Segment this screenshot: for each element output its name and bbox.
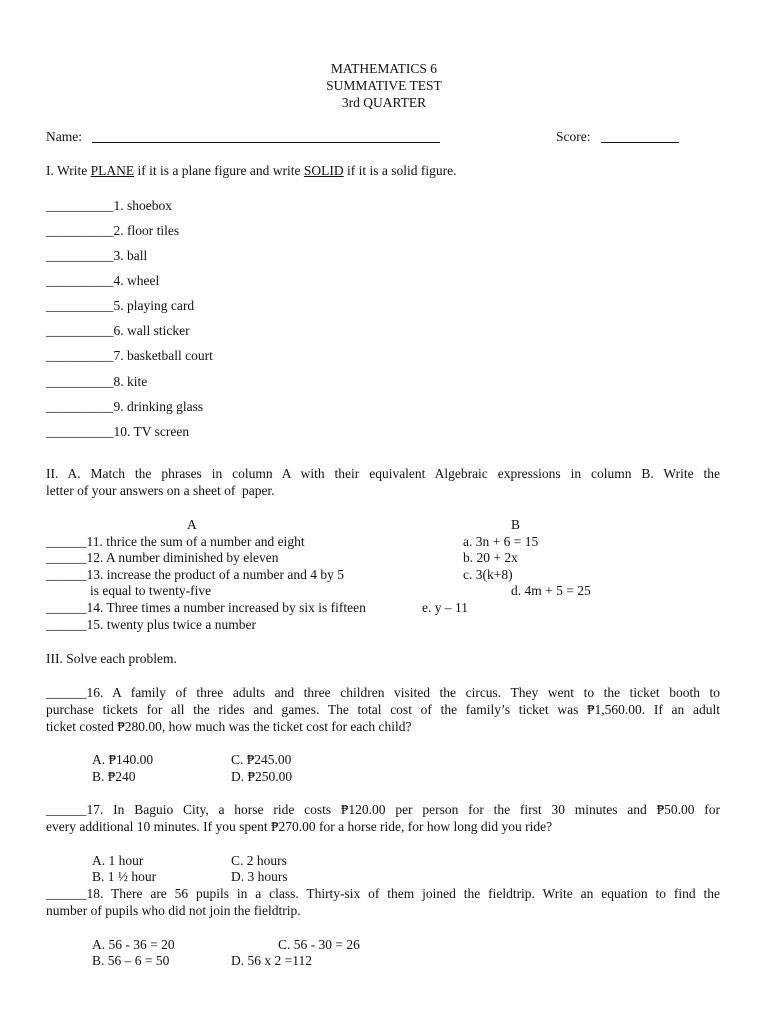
answer-blank[interactable]: __________ (46, 348, 114, 363)
name-label: Name: (46, 129, 82, 144)
part2-instructions-line2: letter of your answers on a sheet of paper. (46, 483, 275, 498)
answer-blank[interactable]: ______ (46, 600, 87, 615)
q18-choice-c: C. 56 - 30 = 26 (278, 937, 360, 952)
answer-blank[interactable]: ______ (46, 550, 87, 565)
question-16-line3: ticket costed ₱280.00, how much was the ticket cost for each child? (46, 719, 412, 734)
match-choice-c: c. 3(k+8) (463, 567, 513, 582)
q16-choice-b: B. ₱240 (92, 769, 136, 784)
list-item: __________3. ball (46, 248, 148, 263)
quarter-title: 3rd QUARTER (341, 95, 427, 110)
match-item-11: ______11. thrice the sum of a number and eight (46, 534, 305, 549)
list-item: __________6. wall sticker (46, 323, 190, 338)
list-item: __________1. shoebox (46, 198, 172, 213)
q17-choice-d: D. 3 hours (231, 869, 288, 884)
q18-choice-a: A. 56 - 36 = 20 (92, 937, 175, 952)
q18-choice-d: D. 56 x 2 =112 (231, 953, 312, 968)
answer-blank[interactable]: __________ (46, 248, 114, 263)
score-label: Score: (556, 129, 591, 144)
match-item-14: ______14. Three times a number increased by six is fifteen (46, 600, 366, 615)
subject-title: MATHEMATICS 6 (330, 61, 438, 76)
q16-choice-c: C. ₱245.00 (231, 752, 292, 767)
answer-blank[interactable]: __________ (46, 273, 114, 288)
answer-blank[interactable]: __________ (46, 223, 114, 238)
match-item-13: ______13. increase the product of a number and 4 by 5 (46, 567, 345, 582)
column-b-header: B (511, 517, 521, 532)
match-choice-d: d. 4m + 5 = 25 (511, 583, 591, 598)
question-16-line1: ______16. A family of three adults and three children visited the circus. They went to the ticket booth to (46, 685, 720, 700)
answer-blank[interactable]: __________ (46, 424, 114, 439)
answer-blank[interactable]: ______ (46, 567, 87, 582)
answer-blank[interactable]: __________ (46, 399, 114, 414)
match-choice-b: b. 20 + 2x (463, 550, 518, 565)
question-16-line2: purchase tickets for all the rides and games. The total cost of the family’s ticket was ₱1,560.00. If an adult (46, 702, 720, 717)
column-a-header: A (187, 517, 197, 532)
answer-blank[interactable]: __________ (46, 374, 114, 389)
list-item: __________4. wheel (46, 273, 160, 288)
question-17-line2: every additional 10 minutes. If you spent ₱270.00 for a horse ride, for how long did you ride? (46, 819, 553, 834)
answer-blank[interactable]: __________ (46, 298, 114, 313)
list-item: __________9. drinking glass (46, 399, 204, 414)
match-item-13-continued: is equal to twenty-five (90, 583, 212, 598)
answer-blank[interactable]: ______ (46, 802, 87, 817)
q18-choice-b: B. 56 – 6 = 50 (92, 953, 170, 968)
question-17-line1: ______17. In Baguio City, a horse ride costs ₱120.00 per person for the first 30 minutes and ₱50.00 for (46, 802, 720, 817)
match-item-12: ______12. A number diminished by eleven (46, 550, 279, 565)
answer-blank[interactable]: ______ (46, 886, 87, 901)
answer-blank[interactable]: ______ (46, 617, 87, 632)
score-field-line[interactable] (601, 142, 679, 143)
q17-choice-b: B. 1 ½ hour (92, 869, 157, 884)
list-item: __________7. basketball court (46, 348, 213, 363)
list-item: __________5. playing card (46, 298, 195, 313)
answer-blank[interactable]: __________ (46, 198, 114, 213)
answer-blank[interactable]: __________ (46, 323, 114, 338)
part2-instructions-line1: II. A. Match the phrases in column A with their equivalent Algebraic expressions in column B. Write the (46, 466, 720, 481)
list-item: __________2. floor tiles (46, 223, 180, 238)
solid-keyword: SOLID (303, 163, 344, 178)
q17-choice-c: C. 2 hours (231, 853, 287, 868)
q16-choice-d: D. ₱250.00 (231, 769, 293, 784)
match-choice-e: e. y – 11 (422, 600, 468, 615)
part3-instructions: III. Solve each problem. (46, 651, 177, 666)
question-18-line1: ______18. There are 56 pupils in a class. Thirty-six of them joined the fieldtrip. Write an equation to find the (46, 886, 720, 901)
test-title: SUMMATIVE TEST (326, 78, 442, 93)
list-item: __________8. kite (46, 374, 148, 389)
name-field-line[interactable] (92, 142, 440, 143)
answer-blank[interactable]: ______ (46, 685, 87, 700)
answer-blank[interactable]: ______ (46, 534, 87, 549)
list-item: __________10. TV screen (46, 424, 190, 439)
part1-instructions: I. Write PLANE if it is a plane figure and write SOLID if it is a solid figure. (46, 163, 457, 178)
plane-keyword: PLANE (90, 163, 135, 178)
question-18-line2: number of pupils who did not join the fieldtrip. (46, 903, 301, 918)
match-choice-a: a. 3n + 6 = 15 (463, 534, 539, 549)
q17-choice-a: A. 1 hour (92, 853, 144, 868)
match-item-15: ______15. twenty plus twice a number (46, 617, 256, 632)
q16-choice-a: A. ₱140.00 (92, 752, 154, 767)
